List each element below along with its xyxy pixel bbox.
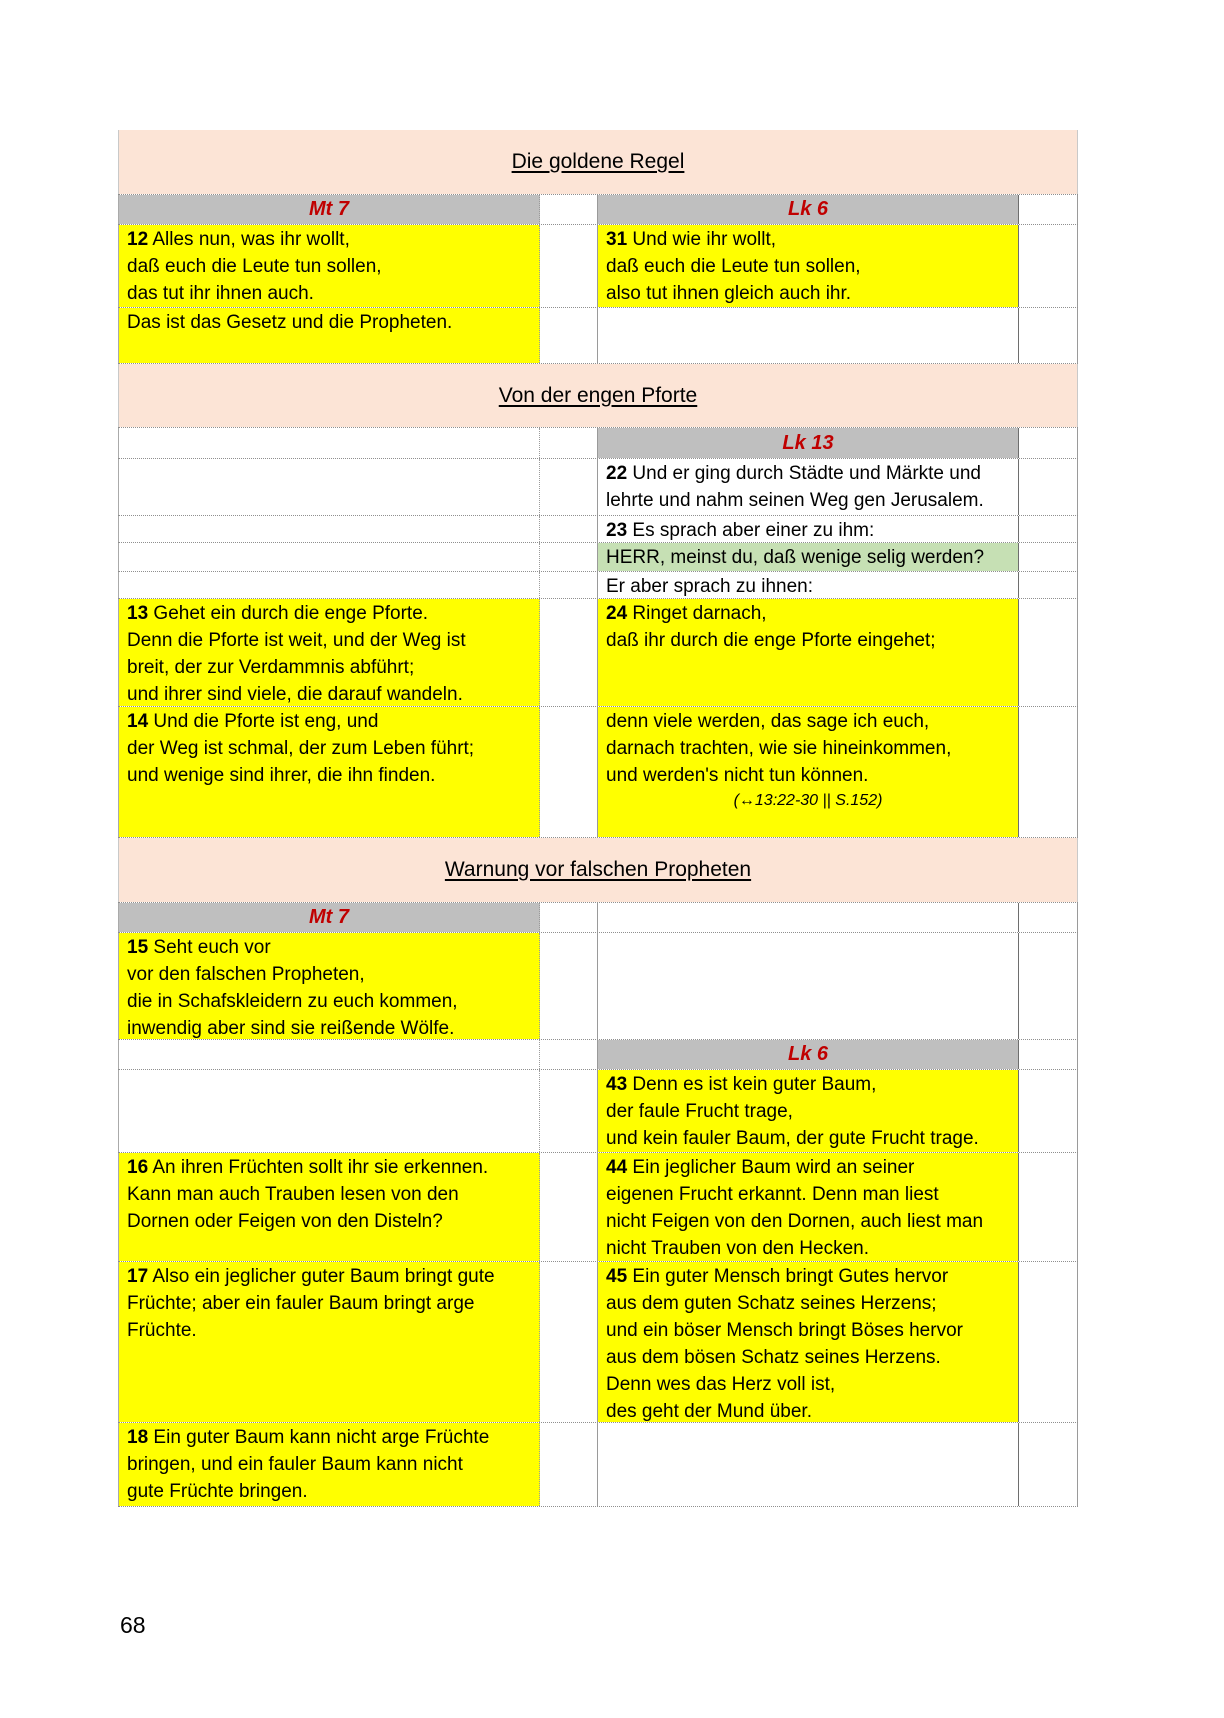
verse-line: HERR, meinst du, daß wenige selig werden? bbox=[606, 547, 985, 568]
section-title-row bbox=[118, 364, 1078, 428]
spacer-cell bbox=[540, 1262, 598, 1422]
verse-line: die in Schafskleidern zu euch kommen, bbox=[127, 991, 458, 1012]
verse-row bbox=[118, 459, 1078, 516]
verse-line: Ein guter Baum kann nicht arge Früchte bbox=[153, 1427, 490, 1448]
verse-cell-mt7-12 bbox=[118, 225, 540, 307]
margin-cell bbox=[1019, 195, 1078, 224]
verse-cell-mt7-13 bbox=[118, 599, 540, 706]
section-title-band bbox=[118, 364, 1078, 427]
verse-cell-lk13-22 bbox=[598, 459, 1019, 515]
verse-line: nicht Trauben von den Hecken. bbox=[606, 1238, 870, 1259]
verse-row bbox=[118, 572, 1078, 599]
margin-cell bbox=[1019, 707, 1078, 837]
verse-cell-lk6-45 bbox=[598, 1262, 1019, 1422]
spacer-cell bbox=[540, 707, 598, 837]
spacer-cell bbox=[540, 572, 598, 598]
verse-cell-lk13-24 bbox=[598, 599, 1019, 706]
verse-line: aus dem guten Schatz seines Herzens; bbox=[606, 1293, 937, 1314]
column-header-row bbox=[118, 428, 1078, 459]
verse-row bbox=[118, 1423, 1078, 1507]
spacer-cell bbox=[540, 516, 598, 542]
empty-cell bbox=[118, 1040, 540, 1069]
margin-cell bbox=[1019, 1070, 1078, 1152]
verse-line: und ein böser Mensch bringt Böses hervor bbox=[606, 1320, 963, 1341]
header-cell-mt7 bbox=[118, 195, 540, 224]
verse-number: 12 bbox=[127, 229, 149, 250]
verse-cell-lk6-44 bbox=[598, 1153, 1019, 1261]
header-cell-mt7 bbox=[118, 903, 540, 932]
spacer-cell bbox=[540, 195, 598, 224]
verse-line: inwendig aber sind sie reißende Wölfe. bbox=[127, 1018, 455, 1039]
verse-line: aus dem bösen Schatz seines Herzens. bbox=[606, 1347, 941, 1368]
verse-line: An ihren Früchten sollt ihr sie erkennen. bbox=[152, 1157, 489, 1178]
header-label: Mt 7 bbox=[309, 906, 349, 928]
verse-number: 16 bbox=[127, 1157, 149, 1178]
spacer-cell bbox=[540, 903, 598, 932]
margin-cell bbox=[1019, 308, 1078, 363]
verse-line: denn viele werden, das sage ich euch, bbox=[606, 711, 930, 732]
spacer-cell bbox=[540, 459, 598, 515]
verse-line: Alles nun, was ihr wollt, bbox=[152, 229, 350, 250]
margin-cell bbox=[1019, 516, 1078, 542]
verse-number: 18 bbox=[127, 1427, 149, 1448]
empty-cell bbox=[118, 428, 540, 458]
verse-cell-mt7-12b bbox=[118, 308, 540, 363]
verse-line: Denn es ist kein guter Baum, bbox=[632, 1074, 877, 1095]
margin-cell bbox=[1019, 1423, 1078, 1506]
margin-cell bbox=[1019, 599, 1078, 706]
verse-line: der faule Frucht trage, bbox=[606, 1101, 793, 1122]
verse-line: Gehet ein durch die enge Pforte. bbox=[153, 603, 429, 624]
verse-cell-mt7-15 bbox=[118, 933, 540, 1039]
spacer-cell bbox=[540, 599, 598, 706]
verse-number: 23 bbox=[606, 520, 628, 541]
verse-line: also tut ihnen gleich auch ihr. bbox=[606, 283, 852, 304]
column-header-row bbox=[118, 195, 1078, 225]
margin-cell bbox=[1019, 543, 1078, 571]
margin-cell bbox=[1019, 225, 1078, 307]
margin-cell bbox=[1019, 1040, 1078, 1069]
verse-cell-lk13-24b bbox=[598, 707, 1019, 837]
spacer-cell bbox=[540, 1153, 598, 1261]
verse-line: daß ihr durch die enge Pforte eingehet; bbox=[606, 630, 936, 651]
verse-cell-mt7-14 bbox=[118, 707, 540, 837]
verse-row bbox=[118, 1262, 1078, 1423]
verse-line: und kein fauler Baum, der gute Frucht trage. bbox=[606, 1128, 979, 1149]
verse-number: 13 bbox=[127, 603, 149, 624]
header-cell-lk6 bbox=[598, 195, 1019, 224]
column-header-row bbox=[118, 1040, 1078, 1070]
section-title: Von der engen Pforte bbox=[498, 383, 698, 407]
verse-line: darnach trachten, wie sie hineinkommen, bbox=[606, 738, 952, 759]
margin-cell bbox=[1019, 459, 1078, 515]
empty-cell bbox=[118, 572, 540, 598]
verse-line: des geht der Mund über. bbox=[606, 1401, 812, 1422]
header-label: Lk 6 bbox=[787, 1043, 829, 1065]
gospel-synopsis-table bbox=[118, 130, 1078, 1507]
verse-row bbox=[118, 543, 1078, 572]
verse-row bbox=[118, 1153, 1078, 1262]
verse-line: und werden's nicht tun können. bbox=[606, 765, 869, 786]
spacer-cell bbox=[540, 933, 598, 1039]
verse-line: nicht Feigen von den Dornen, auch liest man bbox=[606, 1211, 984, 1232]
spacer-cell bbox=[540, 1070, 598, 1152]
verse-cell-lk13-23 bbox=[598, 516, 1019, 542]
verse-number: 24 bbox=[606, 603, 628, 624]
verse-cell-lk13-23-reply bbox=[598, 572, 1019, 598]
verse-line: Denn wes das Herz voll ist, bbox=[606, 1374, 836, 1395]
verse-line: Es sprach aber einer zu ihm: bbox=[632, 520, 875, 541]
verse-number: 45 bbox=[606, 1266, 628, 1287]
verse-line: Und er ging durch Städte und Märkte und bbox=[632, 463, 981, 484]
spacer-cell bbox=[540, 428, 598, 458]
verse-line: vor den falschen Propheten, bbox=[127, 964, 365, 985]
spacer-cell bbox=[540, 543, 598, 571]
verse-line: Seht euch vor bbox=[153, 937, 271, 958]
spacer-cell bbox=[540, 1423, 598, 1506]
empty-cell bbox=[118, 543, 540, 571]
verse-row bbox=[118, 599, 1078, 707]
empty-cell bbox=[598, 933, 1019, 1039]
header-label: Mt 7 bbox=[309, 198, 349, 220]
verse-line: Und die Pforte ist eng, und bbox=[153, 711, 379, 732]
verse-row bbox=[118, 516, 1078, 543]
verse-number: 43 bbox=[606, 1074, 628, 1095]
verse-line: Kann man auch Trauben lesen von den bbox=[127, 1184, 459, 1205]
section-title: Warnung vor falschen Propheten bbox=[444, 858, 752, 881]
page-number: 68 bbox=[120, 1612, 146, 1638]
verse-cell-mt7-16 bbox=[118, 1153, 540, 1261]
verse-line: bringen, und ein fauler Baum kann nicht bbox=[127, 1454, 463, 1475]
header-cell-lk6 bbox=[598, 1040, 1019, 1069]
verse-row bbox=[118, 933, 1078, 1040]
verse-line: Also ein jeglicher guter Baum bringt gute bbox=[152, 1266, 495, 1287]
cross-reference: (↔13:22-30 || S.152) bbox=[733, 792, 883, 809]
section-title: Die goldene Regel bbox=[511, 150, 685, 173]
section-title-row bbox=[118, 130, 1078, 195]
empty-cell bbox=[118, 1070, 540, 1152]
verse-line: daß euch die Leute tun sollen, bbox=[606, 256, 861, 277]
margin-cell bbox=[1019, 933, 1078, 1039]
verse-line: gute Früchte bringen. bbox=[127, 1481, 308, 1502]
verse-row bbox=[118, 707, 1078, 838]
verse-cell-mt7-17 bbox=[118, 1262, 540, 1422]
verse-number: 22 bbox=[606, 463, 628, 484]
margin-cell bbox=[1019, 1153, 1078, 1261]
margin-cell bbox=[1019, 428, 1078, 458]
section-title-band bbox=[118, 130, 1078, 194]
verse-line: Er aber sprach zu ihnen: bbox=[606, 576, 814, 597]
verse-row bbox=[118, 1070, 1078, 1153]
margin-cell bbox=[1019, 903, 1078, 932]
verse-number: 31 bbox=[606, 229, 628, 250]
verse-number: 15 bbox=[127, 937, 149, 958]
verse-cell-lk13-23-question bbox=[598, 543, 1019, 571]
margin-cell bbox=[1019, 572, 1078, 598]
header-cell-lk13 bbox=[598, 428, 1019, 458]
spacer-cell bbox=[540, 308, 598, 363]
verse-line: und wenige sind ihrer, die ihn finden. bbox=[127, 765, 436, 786]
empty-cell bbox=[118, 516, 540, 542]
verse-cell-lk6-31 bbox=[598, 225, 1019, 307]
verse-line: das tut ihr ihnen auch. bbox=[127, 283, 314, 304]
verse-line: Dornen oder Feigen von den Disteln? bbox=[127, 1211, 443, 1232]
section-title-band bbox=[118, 838, 1078, 902]
empty-cell bbox=[598, 903, 1019, 932]
verse-line: Denn die Pforte ist weit, und der Weg ist bbox=[127, 630, 466, 651]
empty-cell bbox=[598, 1423, 1019, 1506]
verse-line: und ihrer sind viele, die darauf wandeln. bbox=[127, 684, 463, 705]
verse-row bbox=[118, 225, 1078, 308]
header-label: Lk 13 bbox=[782, 431, 834, 454]
column-header-row bbox=[118, 903, 1078, 933]
verse-line: Ringet darnach, bbox=[632, 603, 767, 624]
spacer-cell bbox=[540, 1040, 598, 1069]
empty-cell bbox=[598, 308, 1019, 363]
verse-number: 14 bbox=[127, 711, 149, 732]
verse-line: Ein jeglicher Baum wird an seiner bbox=[632, 1157, 915, 1178]
verse-cell-lk6-43 bbox=[598, 1070, 1019, 1152]
header-label: Lk 6 bbox=[787, 198, 829, 220]
spacer-cell bbox=[540, 225, 598, 307]
verse-line: breit, der zur Verdammnis abführt; bbox=[127, 657, 415, 678]
verse-line: eigenen Frucht erkannt. Denn man liest bbox=[606, 1184, 939, 1205]
verse-line: Früchte; aber ein fauler Baum bringt arge bbox=[127, 1293, 475, 1314]
margin-cell bbox=[1019, 1262, 1078, 1422]
section-title-row bbox=[118, 838, 1078, 903]
verse-line: Das ist das Gesetz und die Propheten. bbox=[127, 312, 453, 333]
verse-number: 17 bbox=[127, 1266, 149, 1287]
verse-line: Früchte. bbox=[127, 1320, 197, 1341]
verse-number: 44 bbox=[606, 1157, 628, 1178]
verse-line: lehrte und nahm seinen Weg gen Jerusalem. bbox=[606, 490, 984, 511]
verse-line: Ein guter Mensch bringt Gutes hervor bbox=[632, 1266, 949, 1287]
verse-line: daß euch die Leute tun sollen, bbox=[127, 256, 382, 277]
verse-row bbox=[118, 308, 1078, 364]
verse-cell-mt7-18 bbox=[118, 1423, 540, 1506]
verse-line: der Weg ist schmal, der zum Leben führt; bbox=[127, 738, 475, 759]
empty-cell bbox=[118, 459, 540, 515]
verse-line: Und wie ihr wollt, bbox=[632, 229, 777, 250]
